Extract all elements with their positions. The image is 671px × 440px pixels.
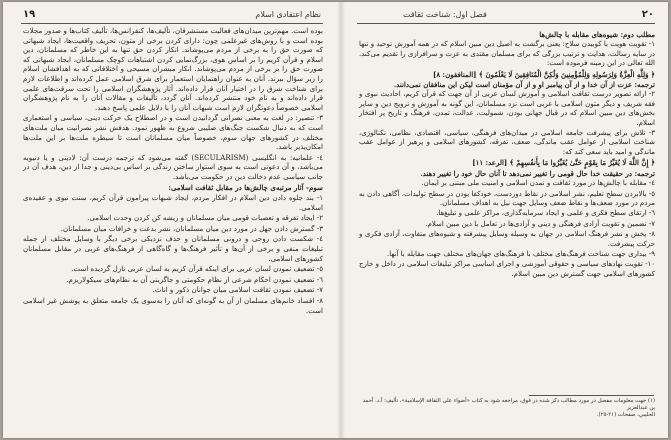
book-spread (3, 2, 668, 438)
list-item: ٤- مقابله با چالش‌ها در مورد ثقافت و تمدن اسلامی و امنیت ملی مبتنی بر ایمان. (421, 179, 655, 188)
list-item: ٤- شکست دادن روحی و درونی مسلمانان و حذف نزدیکی برخی دیگر با وسایل مختلف از جمله تبلیغات منفی و برخی از آن‌ها و تأثیر فرهنگ‌ها و گاه‌گاهی از فرهنگ‌های غربی در مقابل مسلمانان کشورهای اسلامی. (23, 234, 323, 263)
verse-translation: ترجمه: در حقیقت خدا حال قومی را تغییر نمی‌دهد تا آنان حال خود را تغییر دهند. (420, 168, 655, 178)
list-item: ٣- گسترش دادن جهل در مورد دین میان مسلمانان، نشر بدعت و خرافات میان مسلمانان. (60, 223, 323, 233)
paragraph: ٣- تنصیر: در لغت به معنی نصرانی گردانیدن است و در اصطلاح یک حرکت دینی، سیاسی و استعماری است که به دنبال شکست جنگ‌های صلیبی شروع به ظهور نمود. هدفش نشر نصرانیت میان ملت‌های مختلف در کشورهای جهان سوم، خصوصاً میان مسلمانان است تا سیطره ملت‌ها بر این ملت‌ها امکان‌پذیر باشد. (23, 113, 323, 152)
verse-translation: ترجمه: عزت از آن خدا و از آن پیامبر او و از آن مؤمنان است لیکن این منافقان نمی‌دانند. (393, 80, 655, 90)
footnotes (359, 398, 655, 419)
list-item: ٨- افساد خانم‌های مسلمان از آن به گونه‌ای که آنان را به‌سوی یک جامعه متعلق به پوشش غیر اسلامی است. (23, 296, 323, 315)
header-rule (357, 23, 655, 24)
left-page (3, 2, 337, 438)
running-header: فصل اول: شناخت ثقافت (403, 10, 487, 19)
running-header: نظام اعتقادی اسلام (255, 10, 321, 19)
page-body (359, 30, 655, 280)
header-rule (21, 23, 323, 24)
list-item: ٥- تضعیف نمودن لسان عربی برای اینکه قرآن کریم به لسان عربی نازل گردیده است. (71, 264, 323, 274)
list-item: ١- تقویت هویت با کوبیدن سلاح: یعنی برگشت به اصیل دین مبین اسلام که در همه آموزش توحید و تنها در سایه رسالت، هدایت و ترتیب بزرگی که برای مسلمان مقتدی به عزت و سرافرازی را تقدیم می‌کند. الله تعالی در این زمینه فرموده است: (359, 40, 655, 68)
list-item: ١- بند جلوه دادن دین اسلام در افکار مردم، ایجاد شبهات پیرامون قرآن کریم، سنت نبوی و عقیده‌ی اسلامی. (23, 193, 323, 212)
list-item: ٧- تضعیف نمودن ثقافت اسلامی میان جوانان ذکور و اناث. (152, 285, 323, 295)
list-item: ٢- ارائه تصویر درست ثقافت اسلامی و آموزش لسان عربی از آن جهت که قرآن کریم، احادیث نبوی و فقه شریف و دیگر متون اسلامی با عربی است نزد مسلمانان، این گونه به آموزش و ترویج دین و سایر بخش‌های دین مبین اسلام که در قبال جهانی بودن، شمولیت، عدالت، تمدن، فرهنگ و تاریخ پر افتخار اسلام. (359, 90, 655, 127)
list-item: ١٠- تقویت نهادهای سیاسی و حقوقی آموزشی و اجرای اساسی مراکز تبلیغات اسلامی در داخل و خارج کشورهای اسلامی جهت گسترش دین مبین اسلام. (359, 260, 655, 278)
list-item: ٢- ایجاد تفرقه و تعصبات قومی میان مسلمانان و ریشه کن کردن وحدت اسلامی. (87, 213, 323, 223)
list-item: ٩- بیداری جهت شناخت فرهنگ‌های مختلف با فرهنگ‌های جهان‌های مختلف جهت مقابله با آنها. (386, 249, 655, 258)
list-item: ٨- پخش و نشر فرهنگ اسلامی در جهان به وسیله وسایل پیشرفته و شیوه‌های متفاوت، آزادی فکری و حرکت پیشرفت. (359, 230, 655, 248)
page-number: ٢٠ (641, 9, 654, 20)
section-title: سوم- آثار مرتبه‌ی چالش‌ها در مقابل ثقافت اسلامی: (168, 182, 323, 192)
book-gutter (337, 2, 345, 438)
footnote: (١) جهت معلومات مفصل در مورد مطالب ذکر شده در فوق، مراجعه شود به کتاب «أضواء على الثقافة الإسلامية»، تأليف: أ.د. أحمد بن عبدالعزيز (362, 398, 655, 411)
right-page (345, 2, 668, 438)
footnote: الحليبي، صفحات (٢١-٢٥). (596, 412, 655, 418)
section-title: مطلب دوم: شیوه‌های مقابله با چالش‌ها (539, 30, 655, 39)
page-number: ١٩ (23, 9, 36, 20)
paragraph: بوده است. مهم‌ترین میدان‌های فعالیت مستشرقان، تألیف‌ها، کنفرانس‌ها، تألیف کتاب‌ها و صدور مجلات بوده است و با روش‌های غیرعلمی چون: دارای کردن برخی از متون، تحریف واقعیت‌ها، ایجاد شبهاتی که صورت حق را به برخی از مردم می‌پوشاند. انکار کردن حق تنها به این خاطر که مسلمانان، دین اسلام و قرآن کریم را بر اساس هوی، بزرگ‌نمایی کردن اشتباهات کوچک مسلمانان، ایجاد شبهاتی که صورت حق را بر برخی از مردم می‌پوشاند. انکار مبشران مسیحی و اختلافاتی که به اهدافشان اسلام را زیر سؤال ببرند. آنان به عنوان راهنمایان استعمار برای شرق اسلامی عمل کرده‌اند و اطلاعات لازم برای شناخت شرق را در اختیار آنان قرار داده‌اند. آثار پژوهشگران اسلامی را تحت سرقت‌های علمی قرار داده‌اند و به نام خود منتشر کرده‌اند. آنان گردد، تألیفات و مقالات آنان را به نام پژوهشگران اسلامی خصوصاً دعوتگران لازم است شبهات آنان را با دلایل علمی پاسخ دهند. (23, 26, 323, 112)
list-item: ٦- تضعیف نمودن احکام شرعی از نظام حکومتی و جاگزینی آن به نظام‌های سیکولاریزم. (66, 274, 323, 284)
paragraph: ٤- علمانیه: به انگلیسی (SECULARISM) گفته می‌شود که ترجمه درست آن: لادینی و یا دنیویه می‌باشد، و آن دعوتی است به سوی استوار ساختن زندگی بر اساس بی‌دینی و جدا از دین، هدف آن در جانب سیاسی عدم دخالت دین در حکومت می‌باشد. (23, 152, 323, 181)
quran-verse: ﴿ إِنَّ اللَّهَ لَا يُغَيِّرُ مَا بِقَوْمٍ حَتَّىٰ يُغَيِّرُوا مَا بِأَنفُسِهِمْ ﴾ [الرعد: ١١] (472, 158, 655, 168)
list-item: ٧- تضمین و تقویت آزادی فرهنگی و دینی و آزادی‌ها در تعامل با دین مبین اسلام. (425, 219, 655, 228)
page-body (23, 26, 323, 316)
list-item: ٣- تلاش برای پیشرفت جامعه اسلامی در میدان‌های فرهنگی، سیاسی، اقتصادی، نظامی، تکنالوژی، شناخت اسلامی از عوامل عقب ماندگی، ضعف، تفرقه، کشورهای اسلامی و پرهیز از عوامل عقب ماندگی و امید باید سعی کند که: (359, 129, 655, 156)
footnote-rule (529, 395, 654, 396)
list-item: ٦- ارتقای سطح فکری و علمی و ایجاد سرمایه‌گذاری، مراکز علمی و تبلیغ‌ها. (436, 209, 655, 218)
list-item: ٥- بالابردن سطح تعلیم، نشر اسلامی در نقاط دوردست، خودکفا بودن در سطح تولیدات، آگاهی دادن به مردم در مورد ضعف‌ها و نقاط ضعف وسایل جهت نیل به اهداف مسلمانان. (359, 189, 655, 207)
quran-verse: ﴿ وَلِلَّهِ الْعِزَّةُ وَلِرَسُولِهِ وَلِلْمُؤْمِنِينَ وَلَٰكِنَّ الْمُنَافِقِينَ لَا يَعْلَمُونَ ﴾ [المنافقون: ٨] (433, 69, 655, 79)
